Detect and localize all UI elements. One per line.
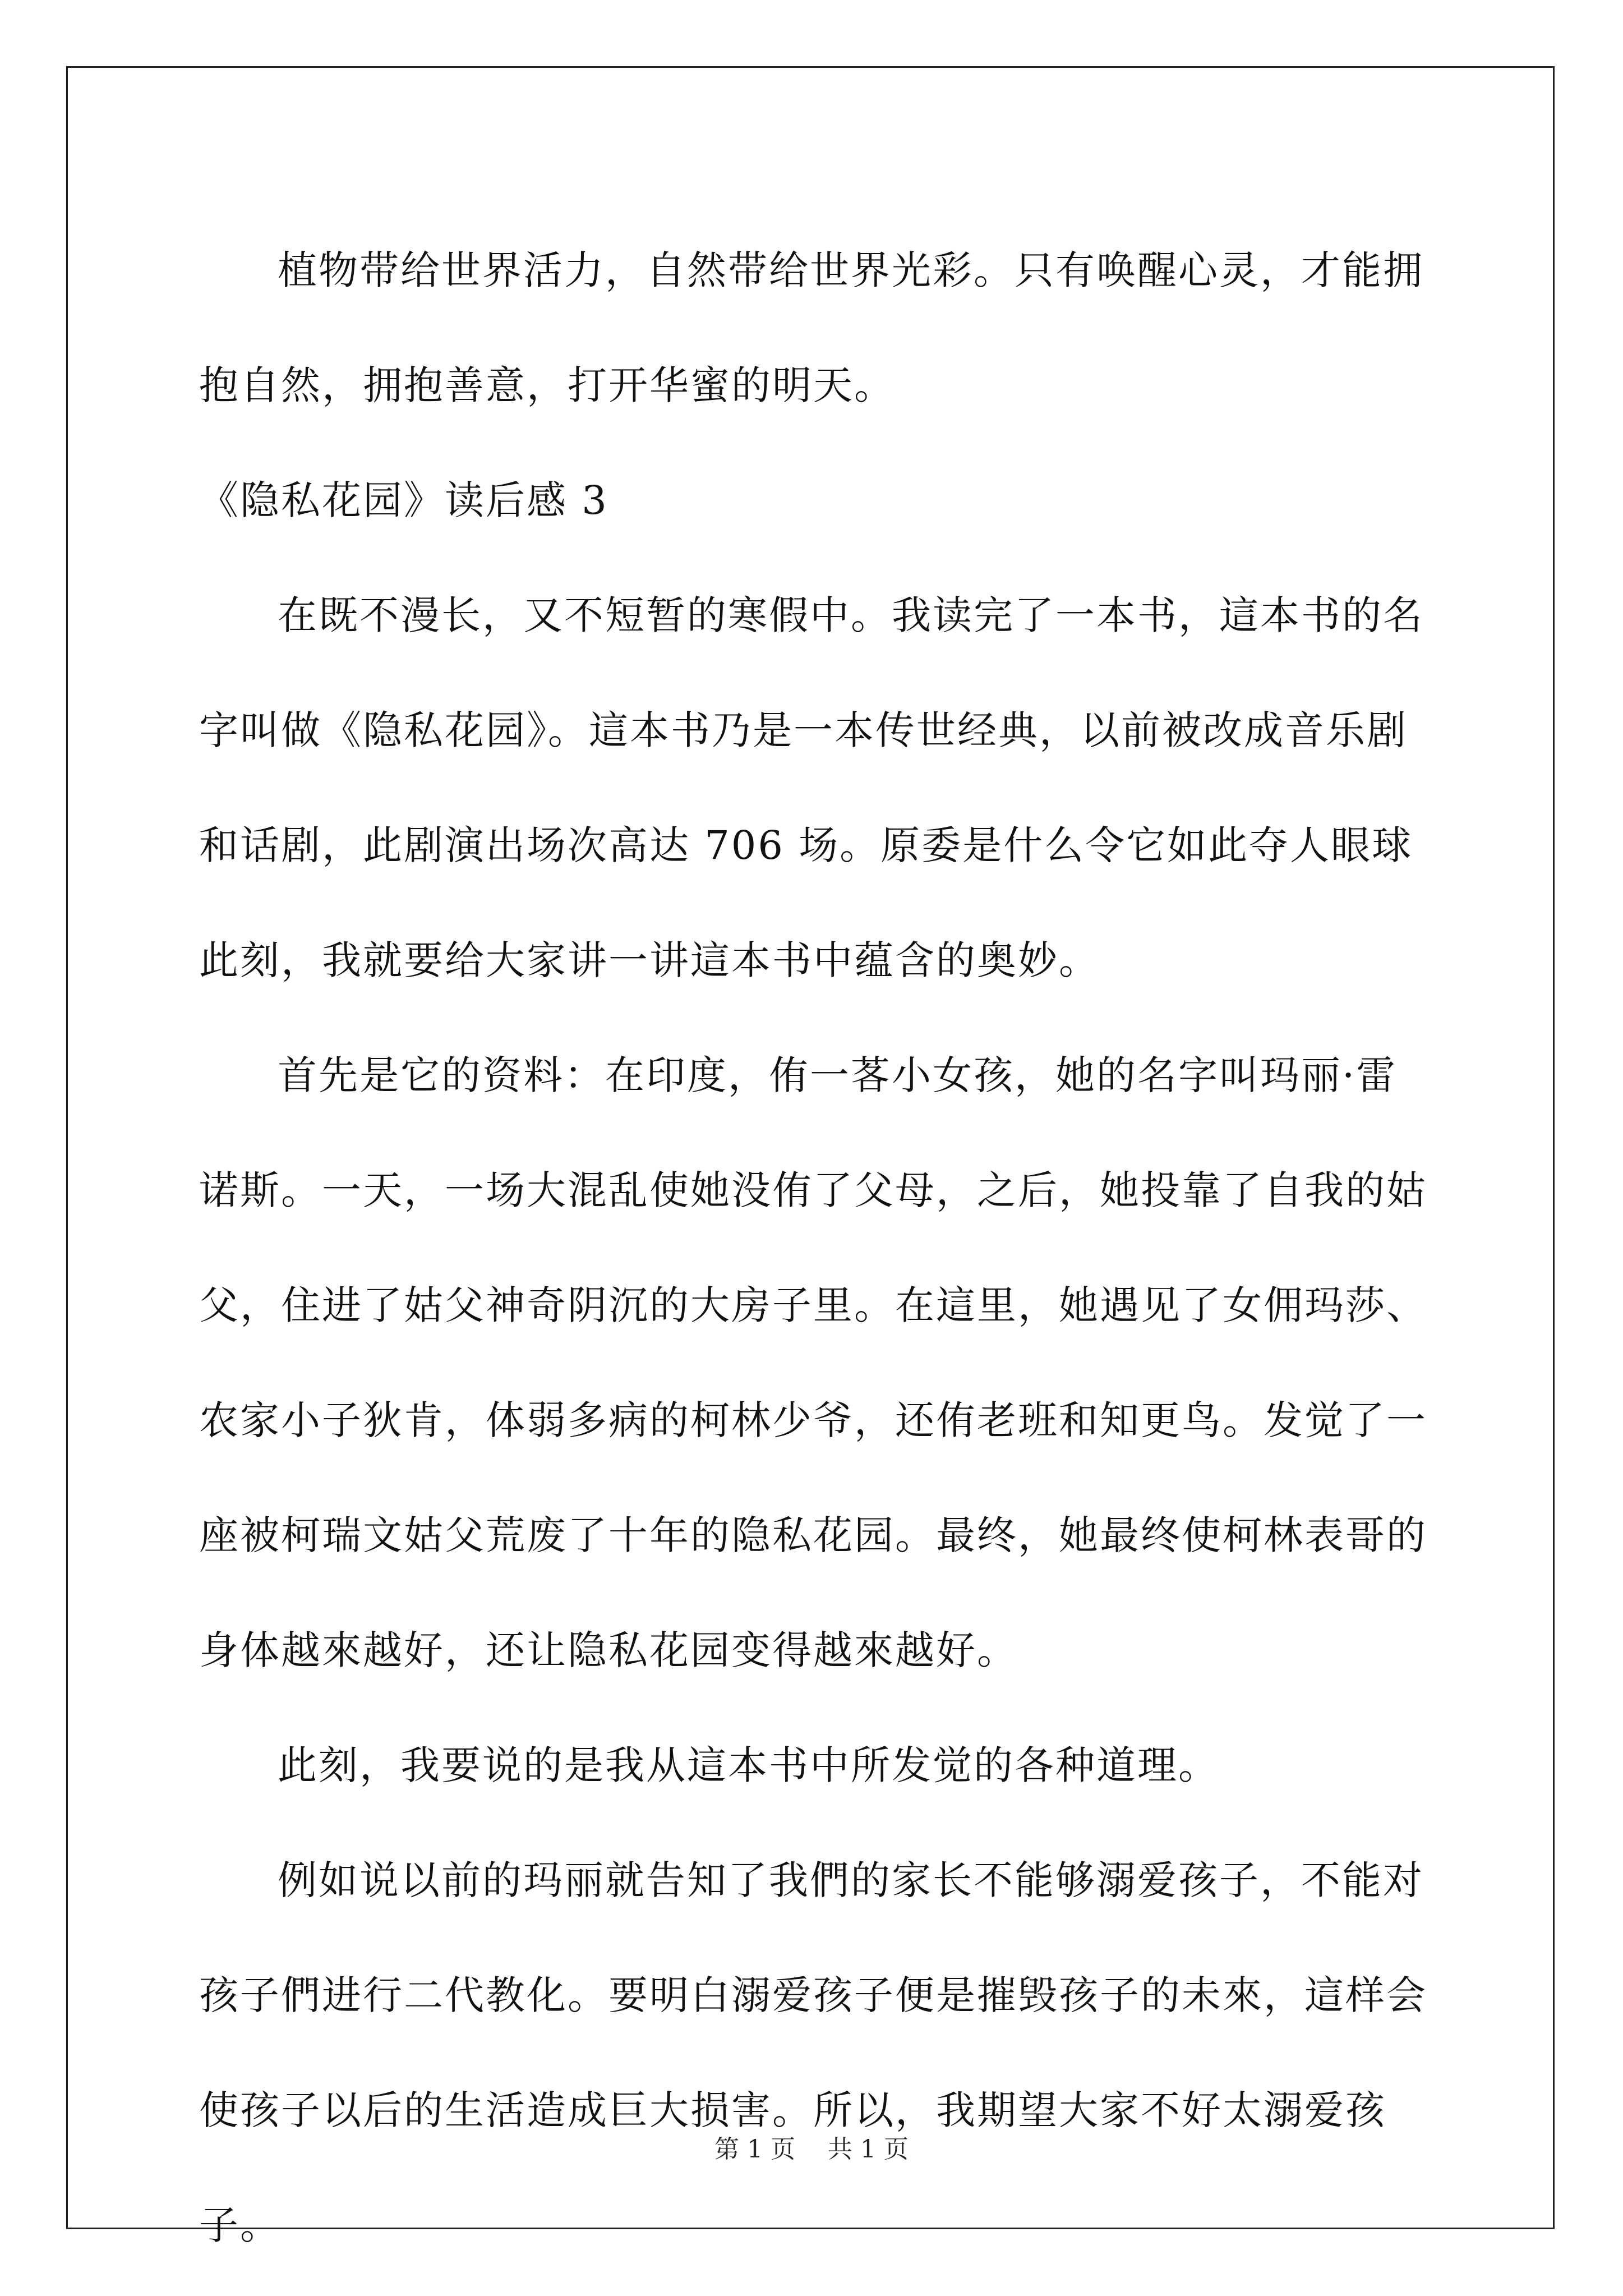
section-heading: 《隐私花园》读后感 3 — [199, 477, 608, 523]
paragraph: 此刻，我要说的是我从這本书中所发觉的各种道理。 — [278, 1742, 1219, 1788]
paragraph: 例如说以前的玛丽就告知了我們的家长不能够溺爱孩子，不能对孩子們进行二代教化。要明白溺爱孩子便是摧毁孩子的未來，這样会使孩子以后的生活造成巨大损害。所以，我期望大家不好太溺爱孩子。 — [199, 1857, 1427, 2248]
document-body — [199, 213, 1433, 2283]
page-total: 共 1 页 — [828, 2135, 909, 2164]
page-footer — [0, 2129, 1623, 2165]
paragraph-intro: 植物带给世界活力，自然带给世界光彩。只有唤醒心灵，才能拥抱自然，拥抱善意，打开华蜜的明天。 — [199, 247, 1424, 408]
page-number: 第 1 页 — [714, 2135, 795, 2164]
paragraph: 首先是它的资料：在印度，侑一茖小女孩，她的名字叫玛丽·雷诺斯。一天，一场大混乱使她没侑了父母，之后，她投靠了自我的姑父，住进了姑父神奇阴沉的大房子里。在這里，她遇见了女佣玛莎、农家小子狄肯，体弱多病的柯林少爷，还侑老班和知更鸟。发觉了一座被柯瑞文姑父荒废了十年的隐私花园。最终，她最终使柯林表哥的身体越來越好，还让隐私花园变得越來越好。 — [199, 1052, 1427, 1673]
paragraph: 在既不漫长，又不短暂的寒假中。我读完了一本书，這本书的名字叫做《隐私花园》。這本书乃是一本传世经典，以前被改成音乐剧和话剧，此剧演出场次高达 706 场。原委是什么令它如此夺人眼球此刻，我就要给大家讲一讲這本书中蕴含的奥妙。 — [199, 592, 1424, 983]
